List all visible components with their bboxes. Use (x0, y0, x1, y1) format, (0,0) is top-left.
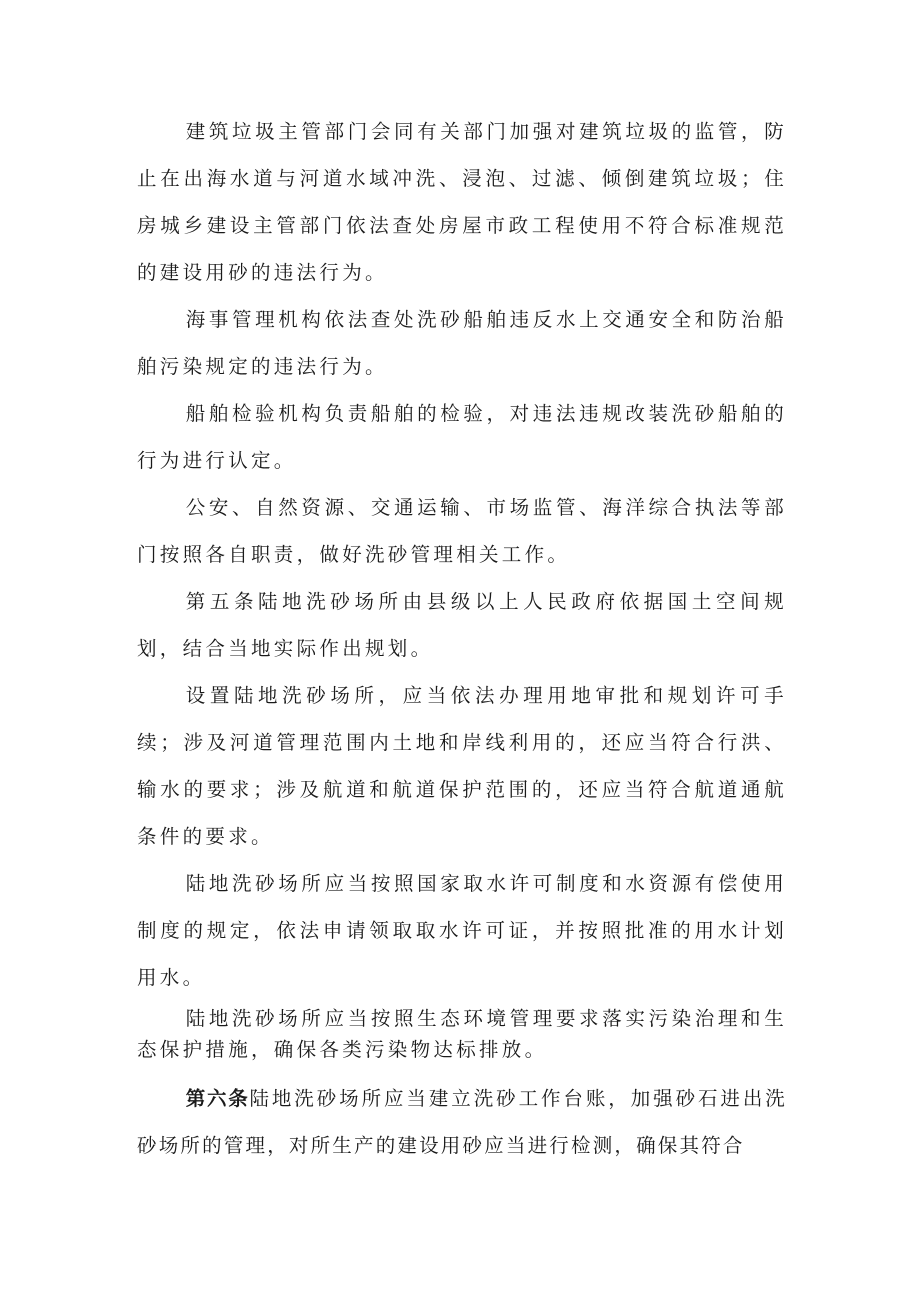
paragraph-water-permit: 陆地洗砂场所应当按照国家取水许可制度和水资源有偿使用制度的规定，依法申请领取取水许可证，并按照批准的用水计划用水。 (137, 872, 787, 989)
paragraph-article-6 (137, 1075, 787, 1169)
article-6-text: 陆地洗砂场所应当建立洗砂工作台账，加强砂石进出洗砂场所的管理，对所生产的建设用砂应当进行检测，确保其符合 (137, 1087, 787, 1157)
paragraph-other-departments: 公安、自然资源、交通运输、市场监管、海洋综合执法等部门按照各自职责，做好洗砂管理相关工作。 (137, 496, 787, 566)
paragraph-ship-inspection: 船舶检验机构负责船舶的检验，对违法违规改装洗砂船舶的行为进行认定。 (137, 402, 787, 472)
article-6-label: 第六条 (185, 1087, 250, 1110)
document-page (137, 108, 787, 1169)
paragraph-construction-waste: 建筑垃圾主管部门会同有关部门加强对建筑垃圾的监管，防止在出海水道与河道水域冲洗、浸泡、过滤、倾倒建筑垃圾；住房城乡建设主管部门依法查处房屋市政工程使用不符合标准规范的建设用砂的违法行为。 (137, 120, 787, 284)
paragraph-pollution-control: 陆地洗砂场所应当按照生态环境管理要求落实污染治理和生态保护措施，确保各类污染物达标排放。 (137, 1007, 787, 1061)
paragraph-site-setup: 设置陆地洗砂场所，应当依法办理用地审批和规划许可手续；涉及河道管理范围内土地和岸线利用的，还应当符合行洪、输水的要求；涉及航道和航道保护范围的，还应当符合航道通航条件的要求。 (137, 684, 787, 848)
paragraph-article-5: 第五条陆地洗砂场所由县级以上人民政府依据国土空间规划，结合当地实际作出规划。 (137, 590, 787, 660)
paragraph-maritime-agency: 海事管理机构依法查处洗砂船舶违反水上交通安全和防治船舶污染规定的违法行为。 (137, 308, 787, 378)
